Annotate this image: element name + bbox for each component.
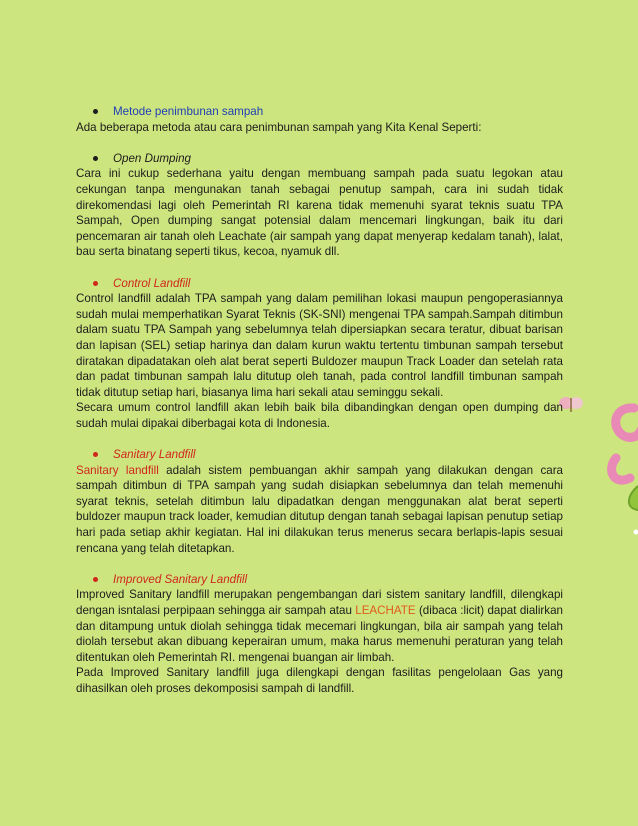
improved-sanitary-landfill-heading-text: Improved Sanitary Landfill — [113, 572, 248, 586]
sanitary-landfill-heading — [76, 447, 563, 463]
intro-text: Ada beberapa metoda atau cara penimbunan sampah yang Kita Kenal Seperti: — [76, 120, 482, 134]
control-landfill-heading — [76, 276, 563, 292]
main-heading — [76, 104, 563, 120]
bullet-icon — [93, 109, 98, 114]
open-dumping-text: Cara ini cukup sederhana yaitu dengan membuang sampah pada suatu legokan atau cekungan tanpa mengunakan tanah sebagai penutup sampah, cara ini sudah tidak direkomendasi lagi oleh Pemerintah RI karena tidak memenuhi syarat teknis suatu TPA Sampah, Open dumping sangat potensial dalam mencemari lingkungan, baik itu dari pencemaran air tanah oleh Leachate (air sampah yang dapat menyerap kedalam tanah), lalat, bau serta binatang seperti tikus, kecoa, nyamuk dll. — [76, 167, 563, 259]
control-landfill-text-2: Secara umum control landfill akan lebih baik bila dibandingkan dengan open dumping dan sudah mulai dipakai diberbagai kota di Indonesia. — [76, 401, 563, 430]
bullet-icon — [93, 281, 98, 286]
improved-text-a: Improved Sanitary landfill merupakan pengembangan dari sistem sanitary landfill, dilengkapi dengan isntalasi perpipaan sehingga air sampah atau — [76, 588, 563, 617]
sanitary-landfill-text — [76, 463, 563, 557]
sanitary-landfill-heading-text: Sanitary Landfill — [113, 448, 196, 462]
open-dumping-heading-text: Open Dumping — [113, 151, 191, 165]
control-landfill-heading-text: Control Landfill — [113, 276, 191, 290]
bullet-icon — [93, 156, 98, 161]
leachate-highlight: LEACHATE — [355, 604, 416, 617]
flower-decoration — [604, 398, 638, 548]
bullet-icon — [93, 452, 98, 457]
improved-text-b: (dibaca :licit) dapat dialirkan dan ditampung untuk diolah sehingga tidak mecemari lingkungan, bila air sampah yang telah diolah tersebut akan dibuang keperairan umum, maka harus memenuhi peraturan yang telah ditentukan oleh Pemerintah RI. mengenai buangan air limbah. — [76, 604, 563, 664]
improved-sanitary-landfill-heading — [76, 572, 563, 588]
sanitary-landfill-lead: Sanitary landfill — [76, 463, 159, 477]
document-body — [76, 104, 563, 697]
bullet-icon — [93, 577, 98, 582]
main-heading-text: Metode penimbunan sampah — [113, 105, 264, 118]
control-landfill-text: Control landfill adalah TPA sampah yang dalam pemilihan lokasi maupun pengoperasiannya sudah mulai memperhatikan Syarat Teknis (SK-SNI) mengenai TPA sampah.Sampah ditimbun dalam suatu TPA Sampah yang sebelumnya telah dipersiapkan secara teratur, dibuat barisan dan lapisan (SEL) setiap harinya dan dalam kurun waktu tertentu timbunan sampah tersebut diratakan dipadatakan oleh alat berat seperti Buldozer maupun Track Loader dan setelah rata dan padat timbunan sampah lalu ditutup oleh tanah, pada control landfill timbunan sampah tidak ditutup setiap hari, biasanya lima hari sekali atau seminggu sekali. — [76, 292, 563, 399]
improved-sanitary-landfill-text — [76, 587, 563, 665]
sanitary-landfill-body: adalah sistem pembuangan akhir sampah yang dilakukan dengan cara sampah ditimbun di TPA sampah yang sudah disiapkan sebelumnya dan telah memenuhi syarat teknis, setelah ditimbun lalu dipadatkan dengan menggunakan alat berat seperti buldozer maupun track loader, kemudian ditutup dengan tanah sebagai lapisan penutup setiap hari pada setiap akhir kegiatan. Hal ini dilakukan terus menerus secara berlapis-lapis sesuai rencana yang telah ditetapkan. — [76, 463, 564, 555]
open-dumping-heading — [76, 151, 563, 167]
improved-sanitary-landfill-text-2: Pada Improved Sanitary landfill juga dilengkapi dengan fasilitas pengelolaan Gas yang dihasilkan oleh proses dekomposisi sampah di landfill. — [76, 666, 563, 695]
